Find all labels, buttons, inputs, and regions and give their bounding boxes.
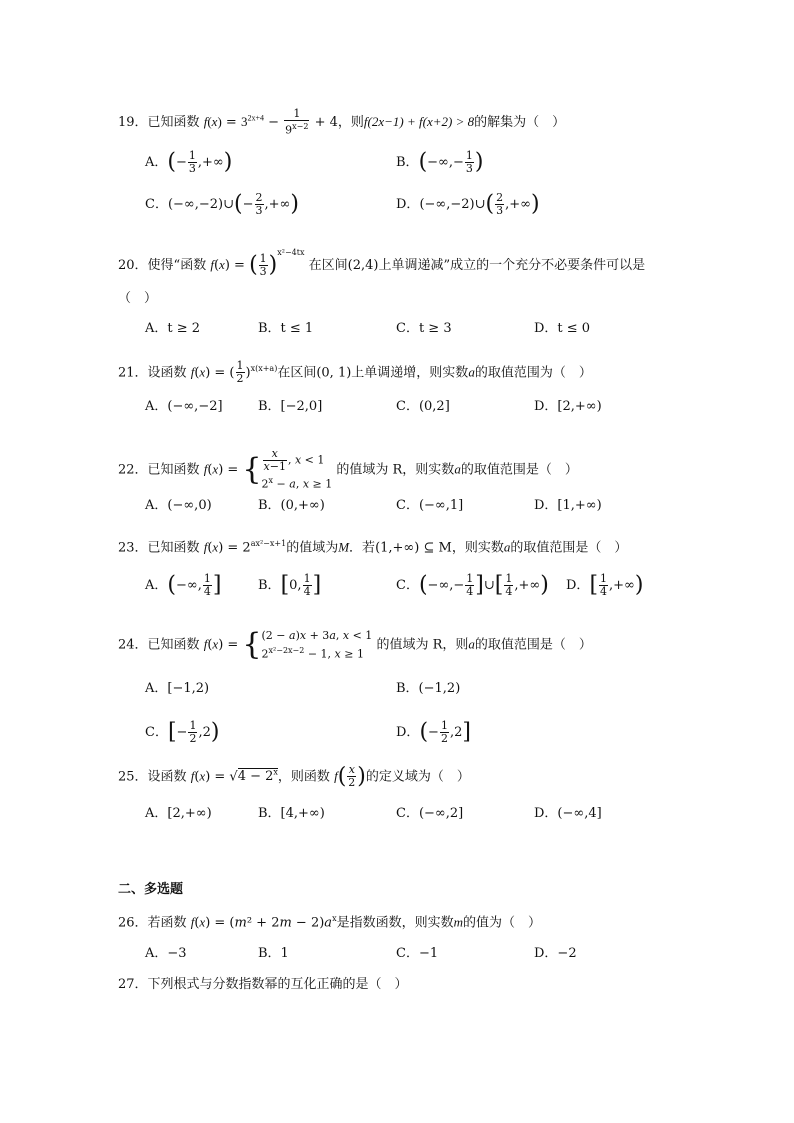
question-27-stem: 27．下列根式与分数指数幂的互化正确的是（ ） bbox=[118, 977, 408, 992]
q20-option-b[interactable]: B．t ≤ 1 bbox=[258, 321, 314, 336]
q19-option-b[interactable]: B．(−∞,− $\frac{1}{3}$ ) bbox=[396, 149, 484, 175]
q24-option-b[interactable]: B．(−1,2) bbox=[396, 681, 461, 696]
q22-option-d[interactable]: D．[1,+∞) bbox=[534, 498, 602, 513]
q23-option-c[interactable]: C．(−∞,− $\frac{1}{4}$ ]∪[ $\frac{1}{4}$ ,+∞) bbox=[396, 572, 549, 598]
question-22-stem: 22．已知函数 f(x) = { $\frac{x}{x-1}$ , x < 1 $2^x - a$, x ≥ 1 的值域为 R，则实数a的取值范围是（ ） bbox=[118, 447, 578, 491]
q23-option-a[interactable]: A．(−∞, $\frac{1}{4}$ ] bbox=[145, 572, 222, 598]
question-24-stem: 24．已知函数 f(x) = {(2 − a)x + 3a, x < 1 $2^{x^2-2x-2} - 1$, x ≥ 1 的值域为 R，则a的取值范围是（ ） bbox=[118, 626, 592, 662]
q24-option-d[interactable]: D．(− $\frac{1}{2}$ ,2] bbox=[396, 719, 471, 745]
q22-option-a[interactable]: A．(−∞,0) bbox=[145, 498, 212, 513]
q19-option-d[interactable]: D．(−∞,−2)∪( $\frac{2}{3}$ ,+∞) bbox=[396, 191, 540, 217]
q26-option-c[interactable]: C．−1 bbox=[396, 946, 439, 961]
q26-option-b[interactable]: B．1 bbox=[258, 946, 289, 961]
question-23-stem: 23．已知函数 $f(x) = 2^{ax^2-x+1}$的值域为M．若(1,+∞) ⊆ M，则实数a的取值范围是（ ） bbox=[118, 539, 628, 556]
q21-option-c[interactable]: C．(0,2] bbox=[396, 399, 450, 414]
q23-option-d[interactable]: D．[ $\frac{1}{4}$ ,+∞) bbox=[566, 572, 644, 598]
q26-option-a[interactable]: A．−3 bbox=[145, 946, 187, 961]
question-19-stem: 19．已知函数 $f(x) = 3^{2x+4}$ − $\frac{1}{9^{x-2}}$ + 4，则f(2x−1) + f(x+2) > 8的解集为（ ） bbox=[118, 107, 566, 137]
q19-option-a[interactable]: A．(− $\frac{1}{3}$ ,+∞) bbox=[145, 149, 233, 175]
q25-option-a[interactable]: A．[2,+∞) bbox=[145, 806, 212, 821]
q20-option-c[interactable]: C．t ≥ 3 bbox=[396, 321, 452, 336]
question-20-paren: （ ） bbox=[118, 291, 158, 306]
q24-option-a[interactable]: A．[−1,2) bbox=[145, 681, 210, 696]
q25-option-d[interactable]: D．(−∞,4] bbox=[534, 806, 602, 821]
q22-option-c[interactable]: C．(−∞,1] bbox=[396, 498, 464, 513]
q22-option-b[interactable]: B．(0,+∞) bbox=[258, 498, 325, 513]
q25-option-c[interactable]: C．(−∞,2] bbox=[396, 806, 464, 821]
q20-option-a[interactable]: A．t ≥ 2 bbox=[145, 321, 201, 336]
q25-option-b[interactable]: B．[4,+∞) bbox=[258, 806, 325, 821]
q23-option-b[interactable]: B．[0, $\frac{1}{4}$ ] bbox=[258, 572, 322, 598]
section-title: 二、多选题 bbox=[118, 882, 184, 897]
question-25-stem: 25．设函数 $f(x) = √4 - 2^x$，则函数 f( $\frac{x}{2}$ )的定义域为（ ） bbox=[118, 763, 470, 790]
q24-option-c[interactable]: C．[− $\frac{1}{2}$ ,2) bbox=[145, 719, 220, 745]
q21-option-a[interactable]: A．(−∞,−2] bbox=[145, 399, 223, 414]
q21-option-b[interactable]: B．[−2,0] bbox=[258, 399, 323, 414]
q19-option-c[interactable]: C．(−∞,−2)∪(− $\frac{2}{3}$ ,+∞) bbox=[145, 191, 299, 217]
question-26-stem: 26．若函数 $f(x) = (m^2 + 2m - 2)a^x$是指数函数，则实数m的值为（ ） bbox=[118, 914, 541, 931]
q20-option-d[interactable]: D．t ≤ 0 bbox=[534, 321, 591, 336]
question-20-stem: 20．使得“函数 f(x) = ( $\frac{1}{3}$ )$^{x^2-4tx}$ 在区间(2,4)上单调递减”成立的一个充分不必要条件可以是 bbox=[118, 248, 646, 278]
question-21-stem: 21．设函数 f(x) = ( $\frac{1}{2}$ )$^{x(x+a)}$在区间(0, 1)上单调递增，则实数a的取值范围为（ ） bbox=[118, 359, 592, 386]
q21-option-d[interactable]: D．[2,+∞) bbox=[534, 399, 602, 414]
q26-option-d[interactable]: D．−2 bbox=[534, 946, 577, 961]
